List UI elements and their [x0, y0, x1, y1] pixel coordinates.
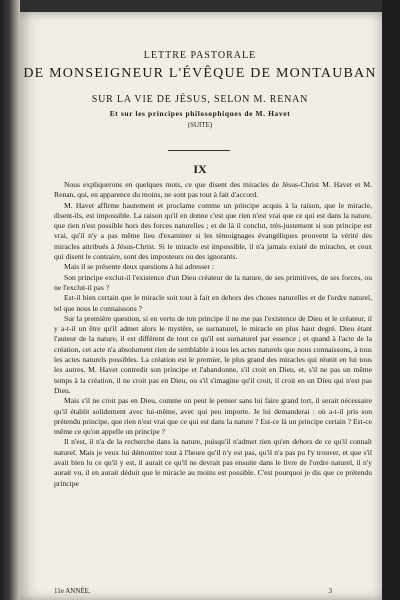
- header-subtitle: SUR LA VIE DE JÉSUS, SELON M. RENAN: [91, 94, 309, 105]
- page-number: 3: [328, 587, 332, 595]
- header-principes: Et sur les principes philosophiques de M. Havet: [109, 109, 291, 118]
- footer-annee: 11e ANNÉE.: [54, 587, 91, 595]
- paragraph: Il n'est, il n'a de la recherche dans la nature, puisqu'il n'admet rien qu'en dehors de ce qu'il connaît naturel. Mais je veux lui démontrer tout à l'heure qu'il n'y est pas, qu'il n'a pas pu l'y trouver, et que s'il avait bien lu ce qu'il y est, il aurait ce qu'il ne devrait pas ensuite dans le livre de l'ordre naturel, il n'y aurait vu, il en aurait déduit que le miracle au moins est possible. C'est pourquoi je dis que ce prétendu principe: [54, 437, 372, 488]
- paragraph: Son principe exclut-il l'existence d'un Dieu créateur de la nature, de ses primitives, de ses forces, ou ne l'exclut-il pas ?: [54, 272, 372, 292]
- header-lettre-pastorale: LETTRE PASTORALE: [143, 50, 257, 61]
- paragraph: M. Havet affirme hautement et proclame comme un principe acquis à la raison, que le miracle, disent-ils, est impossible. La raison qu'il en donne c'est que rien n'est vrai que ce qui est dans la nature, que rien n'est possible hors des forces naturelles ; et de là il conclut, très-justement si son principe est vrai, qu'il n'y a pas même lieu d'examiner si les témoignages évangéliques prouvent la vérité des miracles attribués à Jésus-Christ. Si le miracle est impossible, il n'a jamais existé de miracles, et ceux qui disent le contraire, sont des imposteurs ou des ignorants.: [54, 200, 372, 262]
- right-edge-shadow: [382, 0, 400, 600]
- section-number: IX: [193, 162, 207, 176]
- header-suite: (SUITE): [187, 121, 213, 129]
- header-title: DE MONSEIGNEUR L'ÉVÊQUE DE MONTAUBAN: [23, 66, 377, 81]
- book-spine: [0, 0, 20, 600]
- paragraph: Est-il bien certain que le miracle soit tout à fait en dehors des choses naturelles et de l'ordre naturel, tel que nous le connaissons ?: [54, 293, 372, 313]
- paragraph: Mais s'il ne croit pas en Dieu, comme on peut le penser sans lui faire grand tort, il serait nécessaire qu'il établit solidement avec lui-même, avec qui peu importe. Je lui demanderai : où a-t-il pris son prétendu principe, que rien n'est vrai que ce qui est dans la nature ? Est-ce là un principe certain ? Est-ce même ce qu'on appelle un principe ?: [54, 396, 372, 437]
- section-divider: [168, 150, 230, 151]
- paragraph: Nous expliquerons en quelques mots, ce que disent des miracles de Jésus-Christ M. Havet et M. Renan, qui, en apparence du moins, ne sont pas tout à fait d'accord.: [54, 180, 372, 200]
- paragraph: Mais il se présente deux questions à lui adresser :: [64, 262, 214, 272]
- page-footer: [54, 587, 372, 595]
- paragraph: Sur la première question, si en vertu de ton principe il ne me pas l'existence de Dieu et le créateur, il y a-t-il un être qu'il admet alors le mystère, se surnaturel, le miracle en plus haut degré. Dieu étant l'auteur de la nature, il est différent de tout ce qu'il est surnaturel par essence ; et quand à l'acte de la création, cet acte n'a absolument rien de semblable à tous les actes naturels que nous connaissons, à tous les actes naturels possibles. La création est le premier, le plus grand des miracles qui réunit en lui tous les autres. M. Havet contredit son principe et l'abandonne, s'il croit en Dieu, et, s'il ne pas un même temps à la création, il ne croit pas en Dieu, ou s'il s'imagine qu'il croit, il croit en un Dieu qui n'est pas Dieu.: [54, 313, 372, 395]
- body-text: [54, 180, 372, 489]
- book-page: [18, 12, 382, 600]
